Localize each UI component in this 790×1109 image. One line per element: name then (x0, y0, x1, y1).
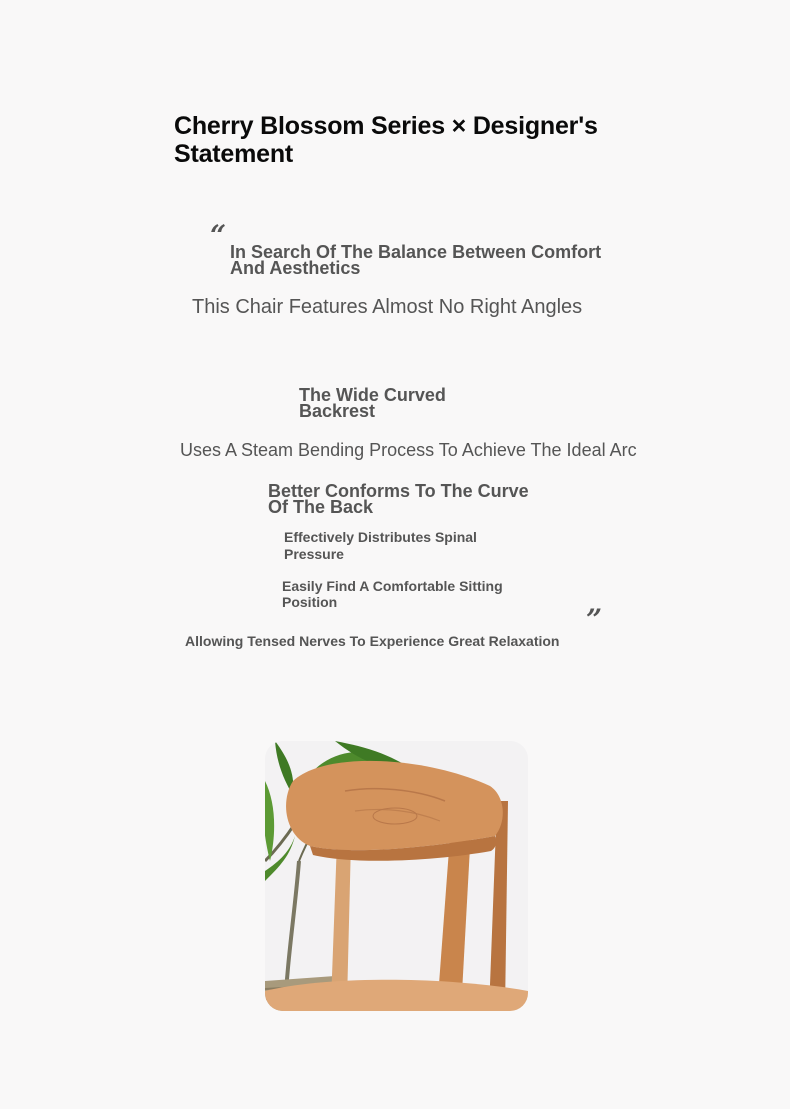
statement-line-8: Allowing Tensed Nerves To Experience Great Relaxation (185, 633, 560, 649)
statement-line-3: The Wide Curved Backrest (299, 385, 446, 421)
statement-line-4: Uses A Steam Bending Process To Achieve The Ideal Arc (180, 440, 637, 460)
close-quote-icon: ” (586, 603, 603, 636)
page-title: Cherry Blossom Series × Designer's Statement (174, 112, 598, 168)
statement-line-7: Easily Find A Comfortable Sitting Position (282, 578, 503, 610)
statement-line-2: This Chair Features Almost No Right Angles (192, 296, 583, 318)
open-quote-icon: “ (210, 219, 227, 252)
statement-line-5: Better Conforms To The Curve Of The Back (268, 481, 529, 517)
chair-photo (265, 741, 528, 1011)
statement-line-6: Effectively Distributes Spinal Pressure (284, 529, 477, 562)
statement-line-1: In Search Of The Balance Between Comfort And Aesthetics (230, 242, 602, 278)
chair-illustration (265, 741, 528, 1011)
